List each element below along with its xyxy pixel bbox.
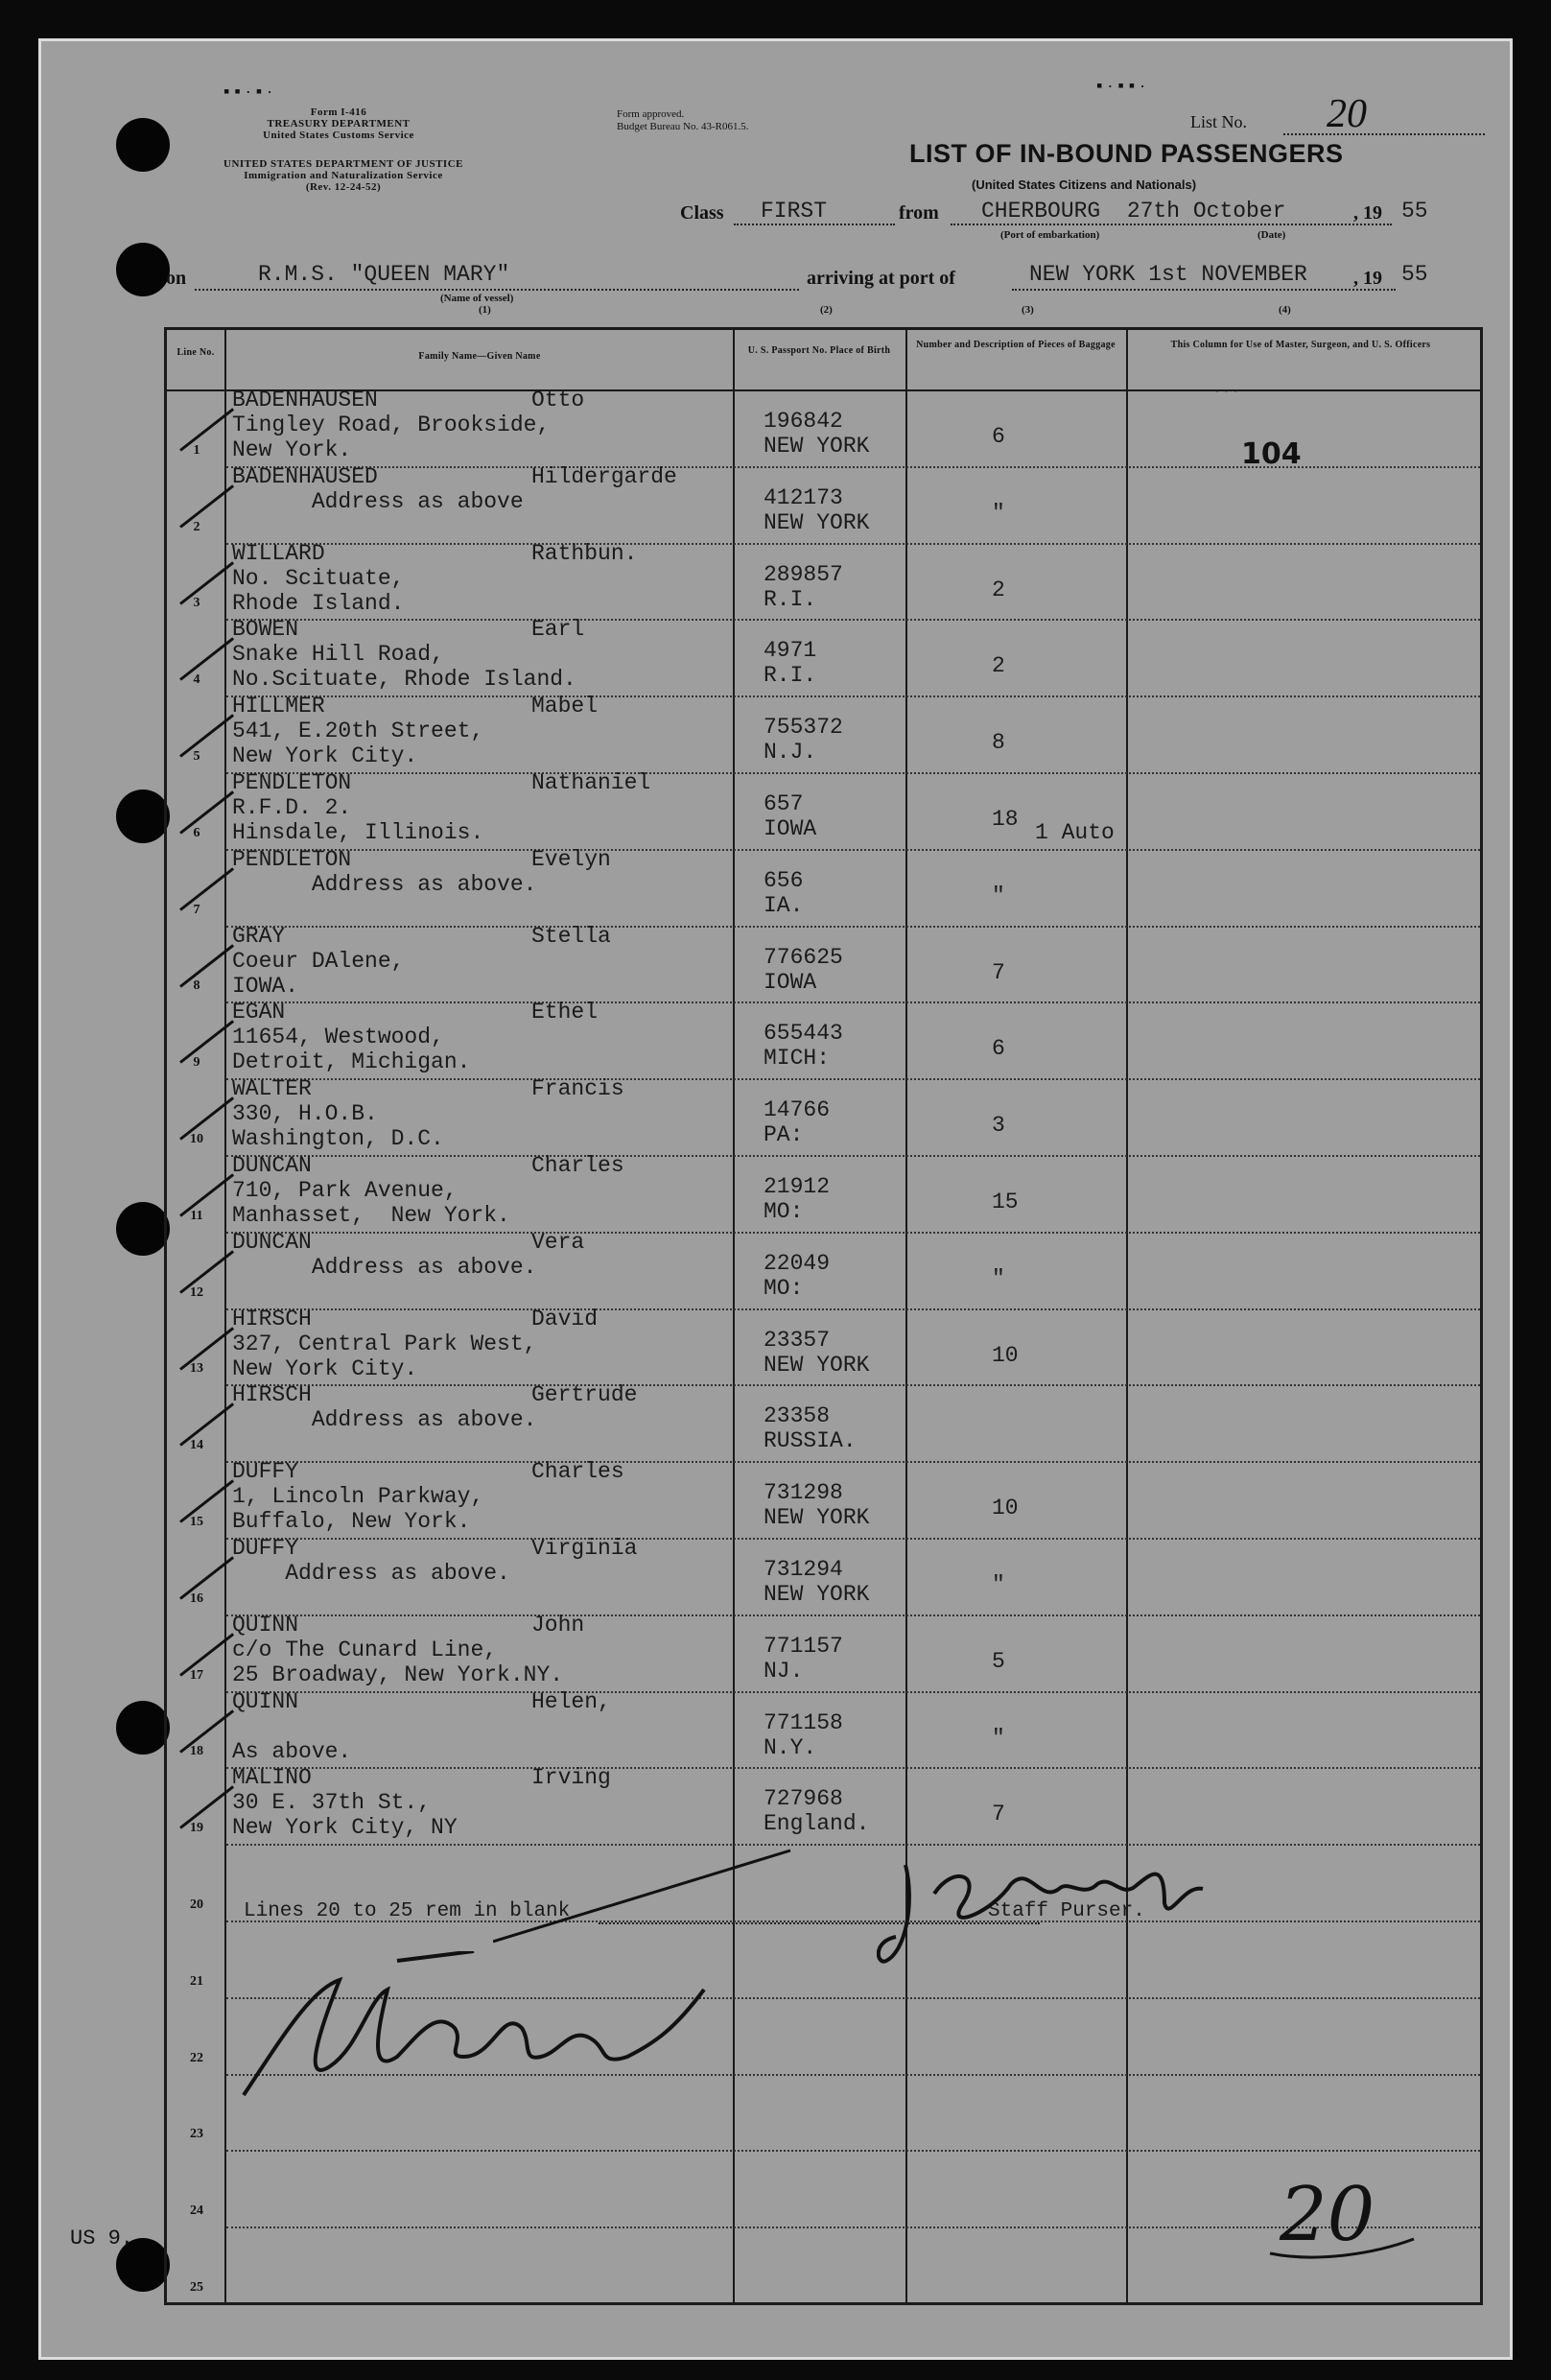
place-of-birth: NEW YORK: [764, 1352, 870, 1378]
passport-number: 776625: [764, 944, 843, 970]
line-number: 21: [190, 1973, 203, 1989]
passport-number: 289857: [764, 561, 843, 587]
line-number: 25: [190, 2280, 203, 2295]
binder-hole: [116, 789, 170, 843]
col-officers: This Column for Use of Master, Surgeon, and U. S. Officers: [1170, 340, 1431, 350]
given-name: Charles: [531, 1459, 624, 1485]
place-of-birth: IOWA: [764, 969, 817, 995]
family-name: MALINO: [232, 1765, 312, 1791]
form-approved-line: Form approved.: [617, 108, 685, 120]
row-divider: [226, 543, 1480, 545]
page-subtitle: (United States Citizens and Nationals): [972, 177, 1197, 192]
given-name: Francis: [531, 1076, 624, 1102]
passport-number: 731298: [764, 1480, 843, 1506]
col-num-3: (3): [1022, 304, 1034, 316]
line-number: 7: [193, 902, 200, 917]
address-line: Coeur DAlene,: [232, 948, 405, 974]
given-name: Evelyn: [531, 846, 611, 872]
vessel-caption: (Name of vessel): [440, 293, 514, 304]
arriving-year-prefix: , 19: [1353, 268, 1382, 289]
form-approved: [617, 108, 748, 133]
vessel-line: [195, 289, 799, 291]
baggage-count: ": [992, 500, 1005, 526]
baggage-count: 6: [992, 1036, 1005, 1062]
col-line: Line No.: [176, 347, 215, 358]
line-number: 19: [190, 1821, 203, 1836]
address-line: 541, E.20th Street,: [232, 719, 484, 744]
col-baggage: Number and Description of Pieces of Baggage: [916, 340, 1116, 350]
page-title: LIST OF IN-BOUND PASSENGERS: [909, 139, 1344, 168]
on-label: on: [166, 268, 187, 289]
form-code: US 9.: [70, 2227, 134, 2250]
binder-hole: [116, 243, 170, 296]
address-line: 710, Park Avenue,: [232, 1178, 458, 1203]
family-name: HILLMER: [232, 694, 325, 719]
passport-number: 196842: [764, 409, 843, 434]
year-prefix: , 19: [1353, 202, 1382, 224]
baggage-count: ": [992, 1572, 1005, 1597]
passport-number: 412173: [764, 484, 843, 510]
given-name: John: [531, 1612, 585, 1638]
place-of-birth: RUSSIA.: [764, 1428, 857, 1454]
line-number: 17: [190, 1667, 203, 1683]
address-line: Address as above: [232, 488, 524, 514]
family-name: QUINN: [232, 1688, 299, 1714]
passport-number: 727968: [764, 1786, 843, 1812]
row-divider: [226, 1001, 1480, 1003]
baggage-count: ": [992, 883, 1005, 908]
dept-header: [156, 158, 530, 193]
divider: [905, 330, 907, 2302]
family-name: DUFFY: [232, 1536, 299, 1561]
place-of-birth: NJ.: [764, 1658, 804, 1684]
total-mark: 20: [1280, 2172, 1375, 2258]
given-name: Ethel: [531, 1000, 599, 1025]
baggage-count: ": [992, 1265, 1005, 1291]
line-number: 12: [190, 1284, 203, 1300]
family-name: WALTER: [232, 1076, 312, 1102]
from-year: 55: [1401, 199, 1428, 224]
baggage-count: 15: [992, 1190, 1019, 1214]
address-line: 1, Lincoln Parkway,: [232, 1484, 484, 1510]
arriving-line: [1012, 289, 1396, 291]
family-name: DUNCAN: [232, 1229, 312, 1255]
binder-hole: [116, 1202, 170, 1256]
binder-hole: [116, 1701, 170, 1755]
given-name: Helen,: [531, 1688, 611, 1714]
line-number: 18: [190, 1744, 203, 1759]
arriving-year: 55: [1401, 262, 1428, 287]
address-line: Snake Hill Road,: [232, 642, 444, 668]
family-name: HIRSCH: [232, 1306, 312, 1331]
row-divider: [226, 1308, 1480, 1310]
family-name: BADENHAUSEN: [232, 388, 378, 412]
place-of-birth: IOWA: [764, 816, 817, 841]
family-name: DUFFY: [232, 1459, 299, 1485]
line-number: 2: [193, 519, 200, 534]
vessel-value: R.M.S. "QUEEN MARY": [258, 262, 510, 287]
family-name: EGAN: [232, 1000, 286, 1025]
baggage-count: 5: [992, 1648, 1005, 1674]
given-name: Hildergarde: [531, 463, 677, 489]
line-number: 22: [190, 2050, 203, 2065]
address-line: No.Scituate, Rhode Island.: [232, 667, 576, 693]
family-name: QUINN: [232, 1612, 299, 1638]
col-num-1: (1): [479, 304, 491, 316]
place-of-birth: England.: [764, 1811, 870, 1837]
form-number: Form I-416: [310, 106, 367, 118]
divider: [1126, 330, 1128, 2302]
address-line: c/o The Cunard Line,: [232, 1637, 498, 1662]
baggage-count: 7: [992, 1802, 1005, 1827]
place-of-birth: MO:: [764, 1199, 804, 1224]
baggage-count: 7: [992, 959, 1005, 985]
ins-service: Immigration and Naturalization Service: [244, 170, 443, 181]
family-name: PENDLETON: [232, 770, 352, 795]
ink-specks: ▪ ▪ · ▪ ·: [223, 82, 273, 101]
row-divider: [226, 2150, 1480, 2152]
address-line: New York City.: [232, 1355, 418, 1381]
place-of-birth: IA.: [764, 892, 804, 918]
line-number: 16: [190, 1591, 203, 1606]
class-value: FIRST: [761, 199, 828, 224]
from-line: [951, 224, 1392, 225]
passport-number: 755372: [764, 715, 843, 741]
form-header: [204, 106, 473, 141]
address-line: No. Scituate,: [232, 565, 405, 591]
address-line: Detroit, Michigan.: [232, 1049, 471, 1075]
address-line: Address as above.: [232, 1407, 537, 1433]
address-line: Address as above.: [232, 1254, 537, 1280]
passport-number: 23357: [764, 1327, 831, 1353]
row-divider: [226, 1155, 1480, 1157]
class-label: Class: [680, 202, 724, 224]
address-line: New York.: [232, 437, 352, 462]
passport-number: 656: [764, 867, 804, 893]
baggage-extra: 1 Auto: [1035, 820, 1115, 845]
justice-dept: UNITED STATES DEPARTMENT OF JUSTICE: [223, 158, 463, 170]
passport-number: 731294: [764, 1557, 843, 1582]
port-caption: (Port of embarkation): [1000, 229, 1100, 241]
col-name: Family Name—Given Name: [418, 351, 541, 362]
given-name: Virginia: [531, 1536, 638, 1561]
baggage-count: 10: [992, 1496, 1019, 1521]
family-name: GRAY: [232, 923, 286, 949]
passport-number: 655443: [764, 1021, 843, 1047]
line-number: 11: [190, 1208, 203, 1223]
line-number: 8: [193, 978, 200, 994]
address-line: IOWA.: [232, 973, 299, 999]
ink-dots: · · ·: [1214, 383, 1238, 399]
officer-signature: [224, 1951, 762, 2105]
baggage-count: 6: [992, 424, 1005, 449]
line-number: 15: [190, 1515, 203, 1529]
row-divider: [226, 1614, 1480, 1616]
address-line: R.F.D. 2.: [232, 795, 352, 820]
passport-number: 22049: [764, 1250, 831, 1276]
blank-lines-note: Lines 20 to 25 rem in blank: [244, 1900, 571, 1922]
given-name: Irving: [531, 1765, 611, 1791]
passenger-table: [164, 327, 1483, 2305]
given-name: Rathbun.: [531, 540, 638, 566]
baggage-count: 18: [992, 807, 1019, 832]
address-line: 11654, Westwood,: [232, 1025, 444, 1050]
col-num-2: (2): [820, 304, 833, 316]
place-of-birth: MO:: [764, 1275, 804, 1301]
family-name: PENDLETON: [232, 846, 352, 872]
place-of-birth: N.Y.: [764, 1734, 817, 1760]
address-line: Tingley Road, Brookside,: [232, 412, 551, 437]
baggage-count: ": [992, 1725, 1005, 1751]
line-number: 5: [193, 749, 200, 764]
address-line: 327, Central Park West,: [232, 1331, 537, 1356]
passport-number: 771158: [764, 1709, 843, 1735]
officer-mark: 104: [1241, 437, 1302, 471]
row-divider: [226, 772, 1480, 774]
given-name: Vera: [531, 1229, 585, 1255]
ink-specks: ▪ · ▪ ▪ ·: [1096, 76, 1146, 95]
list-no-label: List No.: [1190, 112, 1248, 131]
passport-number: 21912: [764, 1174, 831, 1199]
line-number: 1: [193, 442, 200, 458]
address-line: Buffalo, New York.: [232, 1509, 471, 1535]
place-of-birth: MICH:: [764, 1046, 831, 1072]
address-line: 30 E. 37th St.,: [232, 1790, 432, 1816]
family-name: WILLARD: [232, 540, 325, 566]
class-line: [734, 224, 895, 225]
given-name: Nathaniel: [531, 770, 651, 795]
baggage-count: 10: [992, 1342, 1019, 1368]
line-number: 20: [190, 1897, 203, 1912]
place-of-birth: N.J.: [764, 740, 817, 766]
baggage-count: 2: [992, 653, 1005, 679]
place-of-birth: NEW YORK: [764, 1582, 870, 1607]
line-number: 13: [190, 1361, 203, 1377]
row-divider: [226, 1844, 1480, 1846]
baggage-count: 3: [992, 1113, 1005, 1139]
row-divider: [226, 1232, 1480, 1234]
baggage-count: 2: [992, 577, 1005, 602]
row-divider: [226, 849, 1480, 851]
revision: (Rev. 12-24-52): [305, 181, 382, 193]
row-divider: [226, 619, 1480, 621]
place-of-birth: PA:: [764, 1122, 804, 1148]
given-name: Mabel: [531, 694, 599, 719]
family-name: BOWEN: [232, 617, 299, 643]
row-divider: [226, 926, 1480, 928]
address-line: Address as above.: [232, 871, 537, 897]
address-line: 330, H.O.B.: [232, 1101, 378, 1127]
address-line: Hinsdale, Illinois.: [232, 820, 484, 845]
line-number: 9: [193, 1055, 200, 1071]
address-line: 25 Broadway, New York.NY.: [232, 1661, 564, 1687]
arriving-value: NEW YORK 1st NOVEMBER: [1029, 262, 1307, 287]
place-of-birth: R.I.: [764, 663, 817, 689]
family-name: DUNCAN: [232, 1153, 312, 1178]
list-no-line: [1283, 133, 1485, 135]
row-divider: [226, 1538, 1480, 1540]
manifest-page: [38, 38, 1513, 2360]
given-name: Gertrude: [531, 1382, 638, 1408]
arriving-label: arriving at port of: [807, 268, 955, 289]
place-of-birth: R.I.: [764, 586, 817, 612]
line-number: 24: [190, 2203, 203, 2219]
address-line: Manhasset, New York.: [232, 1203, 510, 1228]
family-name: HIRSCH: [232, 1382, 312, 1408]
line-number: 10: [190, 1132, 203, 1146]
budget-bureau: Budget Bureau No. 43-R061.5.: [617, 121, 749, 132]
row-divider: [226, 1691, 1480, 1693]
col-passport: U. S. Passport No. Place of Birth: [747, 345, 891, 356]
address-line: Rhode Island.: [232, 590, 405, 616]
col-num-4: (4): [1279, 304, 1291, 316]
given-name: Earl: [531, 617, 585, 643]
customs-service: United States Customs Service: [263, 130, 414, 141]
passport-number: 657: [764, 791, 804, 816]
line-number: 4: [193, 672, 200, 688]
purser-label: Staff Purser.: [988, 1900, 1145, 1922]
given-name: Stella: [531, 923, 611, 949]
treasury-dept: TREASURY DEPARTMENT: [267, 118, 411, 130]
from-value: CHERBOURG 27th October: [981, 199, 1286, 224]
address-line: New York City, NY: [232, 1815, 458, 1841]
baggage-count: 8: [992, 730, 1005, 756]
address-line: As above.: [232, 1738, 352, 1764]
place-of-birth: NEW YORK: [764, 434, 870, 459]
line-number: 14: [190, 1438, 203, 1453]
date-caption: (Date): [1257, 229, 1286, 241]
row-divider: [226, 695, 1480, 697]
row-divider: [226, 1078, 1480, 1080]
purser-signature: [877, 1846, 1222, 1990]
place-of-birth: NEW YORK: [764, 1505, 870, 1531]
row-divider: [226, 1767, 1480, 1769]
place-of-birth: NEW YORK: [764, 509, 870, 535]
strike-line: [493, 1846, 800, 1951]
list-no-value: 20: [1327, 92, 1367, 136]
row-divider: [226, 1461, 1480, 1463]
total-underline: [1260, 2162, 1423, 2268]
passport-number: 4971: [764, 638, 817, 664]
given-name: David: [531, 1306, 599, 1331]
address-line: Washington, D.C.: [232, 1126, 444, 1152]
line-number: 3: [193, 596, 200, 611]
passport-number: 771157: [764, 1633, 843, 1659]
given-name: Otto: [531, 388, 585, 412]
row-divider: [226, 1384, 1480, 1386]
family-name: BADENHAUSED: [232, 463, 378, 489]
passport-number: 14766: [764, 1097, 831, 1123]
passport-number: 23358: [764, 1403, 831, 1429]
line-number: 6: [193, 825, 200, 840]
address-line: New York City.: [232, 743, 418, 769]
address-line: Address as above.: [232, 1561, 510, 1586]
given-name: Charles: [531, 1153, 624, 1178]
from-label: from: [899, 202, 939, 224]
line-number: 23: [190, 2127, 203, 2142]
